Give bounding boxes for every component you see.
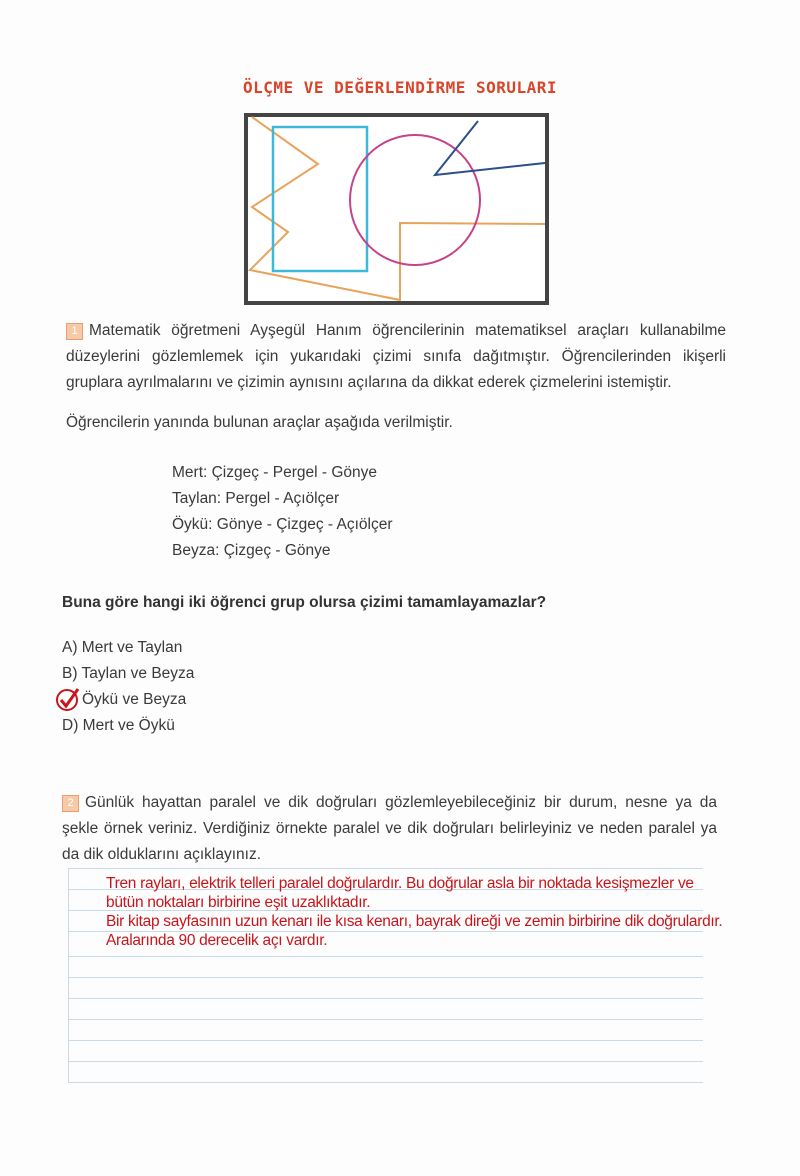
geometry-figure bbox=[0, 0, 800, 320]
tools-list bbox=[172, 460, 393, 564]
tools-item: Öykü: Gönye - Çizgeç - Açıölçer bbox=[172, 516, 393, 533]
tools-item: Mert: Çizgeç - Pergel - Gönye bbox=[172, 464, 378, 481]
tools-item: Taylan: Pergel - Açıölçer bbox=[172, 490, 340, 507]
question-1-prompt: Buna göre hangi iki öğrenci grup olursa çizimi tamamlayamazlar? bbox=[62, 594, 547, 611]
question-number-badge: 1 bbox=[66, 323, 83, 340]
answer-options bbox=[62, 635, 194, 739]
page-title: ÖLÇME VE DEĞERLENDİRME SORULARI bbox=[242, 78, 558, 97]
handwritten-answer: Tren rayları, elektrik telleri paralel doğrulardır. Bu doğrular asla bir noktada kesişmezler ve bütün noktaları birbirine eşit uzaklıktadır. Bir kitap sayfasının uzun kenarı ile kısa kenarı, bayrak direği ve zemin birbirine dik doğrulardır. Aralarında 90 derecelik açı vardır. bbox=[106, 875, 723, 949]
question-1-intro: Öğrencilerin yanında bulunan araçlar aşağıda verilmiştir. bbox=[66, 414, 453, 431]
question-number-badge: 2 bbox=[62, 795, 79, 812]
option-c[interactable]: Öykü ve Beyza bbox=[62, 687, 194, 713]
option-a[interactable]: A) Mert ve Taylan bbox=[62, 639, 183, 656]
option-d[interactable]: D) Mert ve Öykü bbox=[62, 717, 175, 734]
checkmark-icon bbox=[54, 686, 82, 714]
tools-item: Beyza: Çizgeç - Gönye bbox=[172, 542, 331, 559]
question-1-text: 1 Matematik öğretmeni Ayşegül Hanım öğrencilerinin matematiksel araçları kullanabilme düzeylerini gözlemlemek için yukarıdaki çizimi sınıfa dağıtmıştır. Öğrencilerinden ikişerli gruplara ayrılmalarını ve çizimin aynısını açılarına da dikkat ederek çizmelerini istemiştir. bbox=[66, 322, 726, 391]
option-b[interactable]: B) Taylan ve Beyza bbox=[62, 665, 195, 682]
figure-frame bbox=[246, 115, 547, 303]
question-2-text: 2 Günlük hayattan paralel ve dik doğruları gözlemleyebileceğiniz bir durum, nesne ya da şekle örnek veriniz. Verdiğiniz örnekte paralel ve dik doğruları belirleyiniz ve neden paralel ya da dik olduklarını açıklayınız. bbox=[62, 794, 717, 863]
